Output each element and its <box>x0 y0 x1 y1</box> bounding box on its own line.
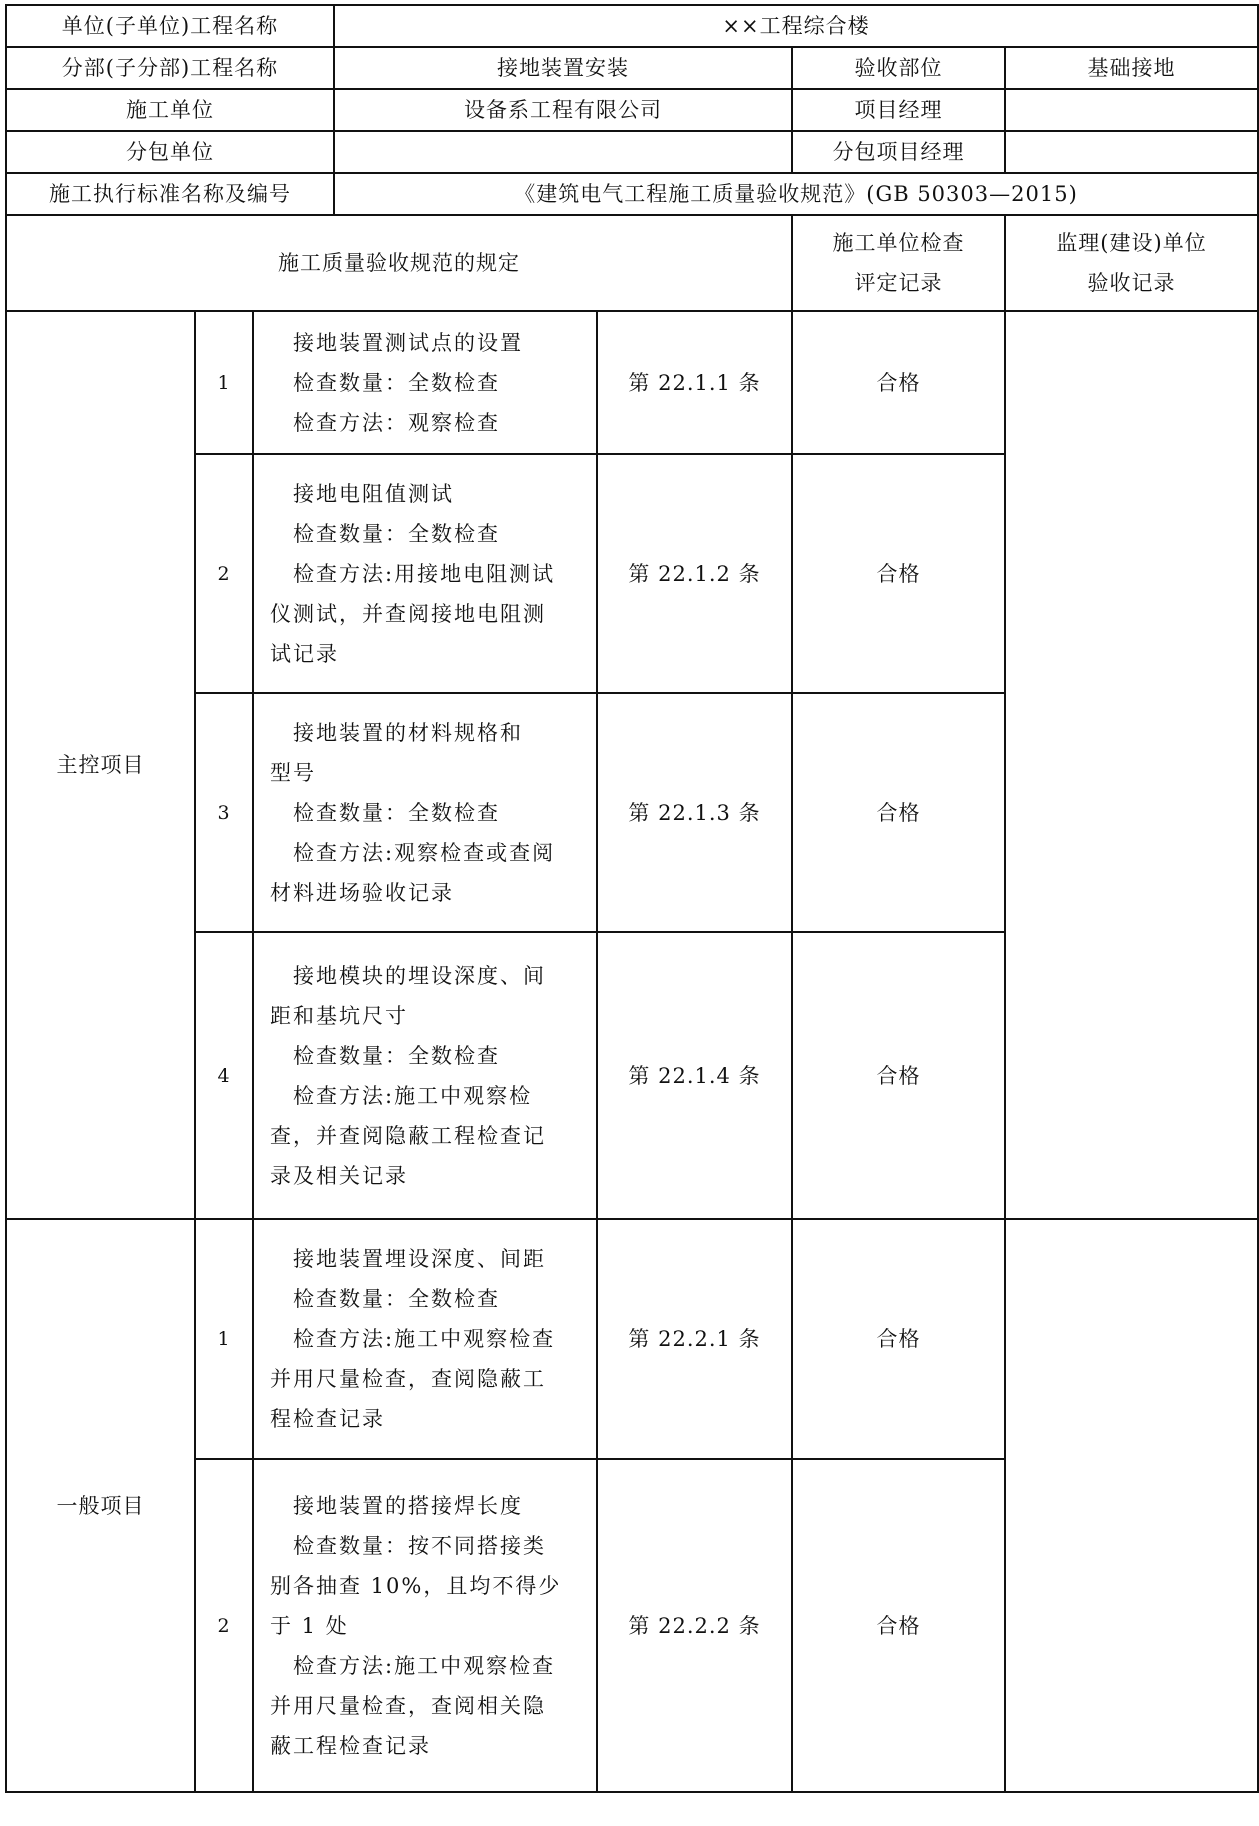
general-row-1 <box>6 1219 1258 1459</box>
row-standard <box>6 173 1258 215</box>
main-item-no: 4 <box>195 932 253 1219</box>
general-item-no: 2 <box>195 1459 253 1792</box>
main-item-no: 1 <box>195 311 253 454</box>
row-construction-unit <box>6 89 1258 131</box>
standard-value: 《建筑电气工程施工质量验收规范》(GB 50303—2015) <box>334 173 1258 215</box>
subcontract-manager-value <box>1005 131 1258 173</box>
main-item-desc: 接地装置测试点的设置 检查数量：全数检查 检查方法：观察检查 <box>253 311 597 454</box>
construction-check-header-line2: 评定记录 <box>854 271 943 295</box>
row-sub-project <box>6 47 1258 89</box>
main-item-clause: 第 22.1.1 条 <box>597 311 792 454</box>
main-item-desc: 接地模块的埋设深度、间 距和基坑尺寸 检查数量：全数检查 检查方法:施工中观察检 查，并查阅隐蔽工程检查记 录及相关记录 <box>253 932 597 1219</box>
row-column-headers <box>6 215 1258 311</box>
main-item-clause: 第 22.1.2 条 <box>597 454 792 693</box>
main-item-result: 合格 <box>792 932 1005 1219</box>
general-item-result: 合格 <box>792 1219 1005 1459</box>
main-item-no: 2 <box>195 454 253 693</box>
standard-label: 施工执行标准名称及编号 <box>6 173 334 215</box>
construction-check-header <box>792 215 1005 311</box>
unit-project-label: 单位(子单位)工程名称 <box>6 5 334 47</box>
main-item-desc: 接地电阻值测试 检查数量：全数检查 检查方法:用接地电阻测试 仪测试，并查阅接地电阻测 试记录 <box>253 454 597 693</box>
subcontract-unit-value <box>334 131 792 173</box>
supervision-header-line2: 验收记录 <box>1087 271 1176 295</box>
main-item-desc: 接地装置的材料规格和 型号 检查数量：全数检查 检查方法:观察检查或查阅 材料进场验收记录 <box>253 693 597 932</box>
general-item-clause: 第 22.2.2 条 <box>597 1459 792 1792</box>
inspection-form <box>5 4 1259 1793</box>
sub-project-value: 接地装置安装 <box>334 47 792 89</box>
general-item-no: 1 <box>195 1219 253 1459</box>
main-control-label: 主控项目 <box>6 311 195 1219</box>
general-item-desc: 接地装置埋设深度、间距 检查数量：全数检查 检查方法:施工中观察检查 并用尺量检查，查阅隐蔽工 程检查记录 <box>253 1219 597 1459</box>
inspection-table <box>5 4 1259 1793</box>
spec-column-header: 施工质量验收规范的规定 <box>6 215 792 311</box>
main-item-result: 合格 <box>792 311 1005 454</box>
project-manager-label: 项目经理 <box>792 89 1005 131</box>
main-item-clause: 第 22.1.3 条 <box>597 693 792 932</box>
sub-project-label: 分部(子分部)工程名称 <box>6 47 334 89</box>
main-control-row-1 <box>6 311 1258 454</box>
supervision-header-line1: 监理(建设)单位 <box>1056 231 1207 255</box>
project-manager-value <box>1005 89 1258 131</box>
supervision-header <box>1005 215 1258 311</box>
subcontract-unit-label: 分包单位 <box>6 131 334 173</box>
acceptance-part-value: 基础接地 <box>1005 47 1258 89</box>
main-control-supervision-record <box>1005 311 1258 1219</box>
main-item-no: 3 <box>195 693 253 932</box>
construction-check-header-line1: 施工单位检查 <box>832 231 965 255</box>
general-item-clause: 第 22.2.1 条 <box>597 1219 792 1459</box>
acceptance-part-label: 验收部位 <box>792 47 1005 89</box>
general-supervision-record <box>1005 1219 1258 1792</box>
construction-unit-value: 设备系工程有限公司 <box>334 89 792 131</box>
general-item-result: 合格 <box>792 1459 1005 1792</box>
main-item-clause: 第 22.1.4 条 <box>597 932 792 1219</box>
subcontract-manager-label: 分包项目经理 <box>792 131 1005 173</box>
row-subcontract-unit <box>6 131 1258 173</box>
unit-project-value: ××工程综合楼 <box>334 5 1258 47</box>
row-unit-project <box>6 5 1258 47</box>
general-label: 一般项目 <box>6 1219 195 1792</box>
general-item-desc: 接地装置的搭接焊长度 检查数量：按不同搭接类 别各抽查 10%，且均不得少 于 1 处 检查方法:施工中观察检查 并用尺量检查，查阅相关隐 蔽工程检查记录 <box>253 1459 597 1792</box>
construction-unit-label: 施工单位 <box>6 89 334 131</box>
main-item-result: 合格 <box>792 454 1005 693</box>
main-item-result: 合格 <box>792 693 1005 932</box>
